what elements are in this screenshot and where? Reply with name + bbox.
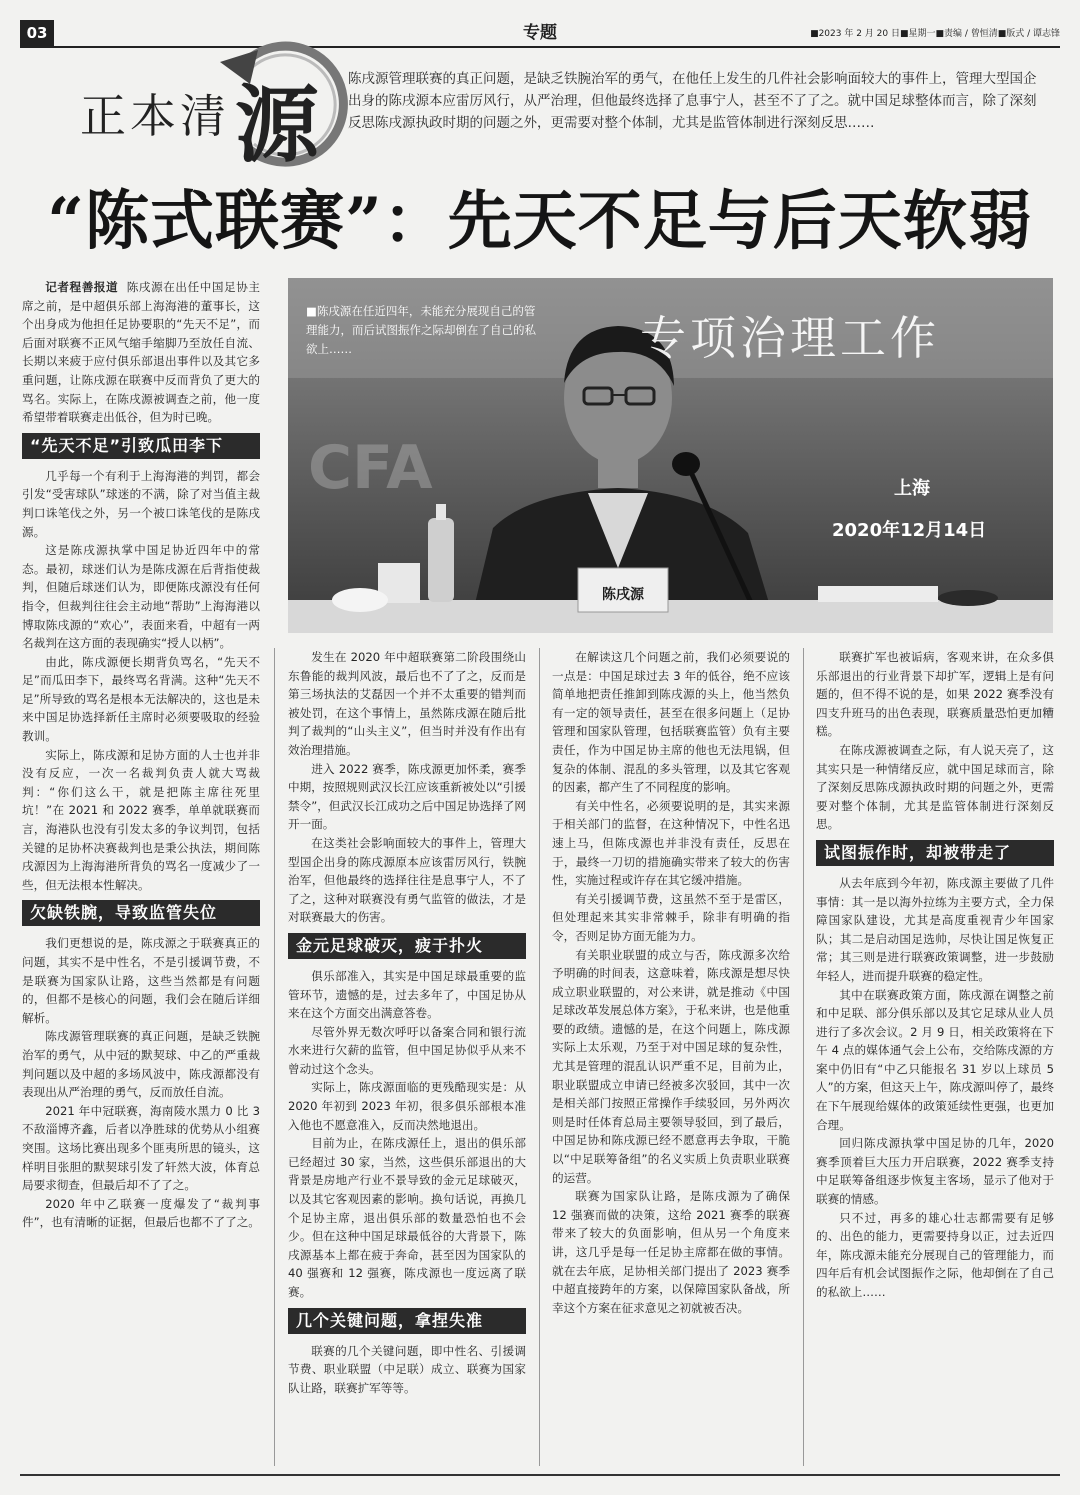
paragraph: 进入 2022 赛季，陈戌源更加怀柔，赛季中期，按照规则武汉长江应该重新被处以“引援禁令”，但武汉长江成功之后中国足协选择了网开一面。 (288, 761, 526, 832)
photo-caption: ■陈戌源在任近四年，未能充分展现自己的管理能力，而后试图振作之际却倒在了自己的私欲上…… (306, 304, 536, 356)
article-column-1 (22, 278, 260, 1466)
paragraph: 在这类社会影响面较大的事件上，管理大型国企出身的陈戌源原本应该雷厉风行，铁腕治军，但他最终的选择往往是息事宁人，不了了之，这种对联赛没有勇气监管的做法，才是对联赛最大的伤害。 (288, 835, 526, 925)
backdrop-banner: 专项治理工作 (640, 311, 940, 365)
paragraph: 陈戌源管理联赛的真正问题，是缺乏铁腕治军的勇气，从中冠的默契球、中乙的严重裁判问题以及中超的多场风波中，陈戌源都没有表现出从严治理的勇气，反而放任自流。 (22, 1029, 260, 1100)
paragraph: 陈戌源在出任中国足协主席之前，是中超俱乐部上海海港的董事长，这个出身成为他担任足协要职的“先天不足”，而后面对联赛不正风气缩手缩脚乃至放任自流、长期以来疲于应付俱乐部退出事件以及其它多重问题，让陈戌源在联赛中反而背负了更大的骂名。实际上，在陈戌源被调查之前，他一度希望带着联赛走出低谷，但为时已晚。 (22, 280, 260, 425)
paragraph: 发生在 2020 年中超联赛第二阶段围绕山东鲁能的裁判风波，最后也不了了之，反而是第三场执法的艾磊因一个并不太重要的错判而被处罚，在这个事情上，虽然陈戌源在随后批判了裁判的“山头主义”，但当时并没有作出有效治理措施。 (288, 650, 526, 757)
subhead: 几个关键问题，拿捏失准 (288, 1308, 526, 1334)
paragraph: 几乎每一个有利于上海海港的判罚，都会引发“受害球队”球迷的不满，除了对当值主裁判口诛笔伐之外，另一个被口诛笔伐的是陈戌源。 (22, 468, 260, 539)
paragraph: 联赛扩军也被诟病，客观来讲，在众多俱乐部退出的行业背景下却扩军，逻辑上是有问题的，但不得不说的是，如果 2022 赛季没有四支升班马的出色表现，联赛质量恐怕更加糟糕。 (816, 650, 1054, 739)
column-divider (274, 648, 275, 1466)
paragraph: 只不过，再多的雄心壮志都需要有足够的、出色的能力，更需要持身以正，过去近四年，陈戌源未能充分展现自己的管理能力，而四年后有机会试图振作之际，他却倒在了自己的私欲上…… (816, 1210, 1054, 1299)
subhead: “先天不足”引致瓜田李下 (22, 433, 260, 459)
paragraph: 有关职业联盟的成立与否，陈戌源多次给予明确的时间表，这意味着，陈戌源是想尽快成立职业联盟的，对公来讲，就是推动《中国足球改革发展总体方案》，于私来讲，也是他重要的政绩。遗憾的是，在这个问题上，陈戌源实际上太乐观，乃至于对中国足球的复杂性，尤其是管理的混乱认识严重不足，目前为止，职业联盟成立申请已经被多次驳回，其中一次是相关部门按照正常操作手续驳回，另外两次则是时任体育总局主要领导驳回，到了最后，中国足协和陈戌源已经不愿意再去争取，干脆以“中足联筹备组”的名义实质上负责职业联赛的运营。 (552, 947, 790, 1185)
nameplate: 陈戌源 (602, 587, 644, 603)
footer-rule (20, 1474, 1060, 1476)
paragraph: 联赛的几个关键问题，即中性名、引援调节费、职业联盟（中足联）成立、联赛为国家队让路，联赛扩军等等。 (288, 1343, 526, 1395)
column-intro: 陈戌源管理联赛的真正问题，是缺乏铁腕治军的勇气，在他任上发生的几件社会影响面较大的事件上，管理大型国企出身的陈戌源本应雷厉风行，从严治理，但他最终选择了息事宁人，甚至不了了之。就中国足球整体而言，除了深刻反思陈戌源执政时期的问题之外，更需要对整个体制，尤其是监管体制进行深刻反思…… (348, 71, 1037, 131)
subhead: 试图振作时，却被带走了 (816, 840, 1054, 866)
paragraph: 在解读这几个问题之前，我们必须要说的一点是：中国足球过去 3 年的低谷，绝不应该简单地把责任推卸到陈戌源的头上，他当然负有一定的领导责任，甚至在很多问题上（足协管理和国家队管理，包括联赛监管）负有主要责任，作为中国足协主席的他也无法甩锅，但复杂的体制、混乱的多头管理，以及其它客观的因素，都产生了不同程度的影响。 (552, 650, 790, 795)
page-number: 03 (20, 20, 54, 46)
backdrop-date: 2020年12月14日 (832, 520, 987, 541)
column-divider (539, 648, 540, 1466)
article-column-2 (288, 648, 526, 1466)
backdrop-location: 上海 (894, 478, 930, 499)
column-divider (803, 648, 804, 1466)
paragraph: 2021 年中冠联赛，海南陵水黑力 0 比 3 不敌淄博齐鑫，后者以净胜球的优势从小组赛突围。这场比赛出现多个匪夷所思的镜头，这样明目张胆的默契球引发了轩然大波，体育总局要求彻查，但最后却不了了之。 (22, 1103, 260, 1193)
paragraph: 从去年底到今年初，陈戌源主要做了几件事情：其一是以海外拉练为主要方式，全力保障国家队建设，尤其是高度重视青少年国家队；其二是启动国足选帅，尽快让国足恢复正常；其三则是进行联赛政策调整，进一步鼓励年轻人，进而提升联赛的稳定性。 (816, 875, 1054, 983)
paragraph: 这是陈戌源执掌中国足协近四年中的常态。最初，球迷们认为是陈戌源在后背指使裁判，但随后球迷们认为，即便陈戌源没有任何指令，但裁判往往会主动地“帮助”上海海港以博取陈戌源的“欢心”，表面来看，中超有一两名裁判在这方面的表现确实“授人以柄”。 (22, 543, 260, 651)
paragraph: 俱乐部准入，其实是中国足球最重要的监管环节，遗憾的是，过去多年了，中国足协从来在这个方面交出满意答卷。 (288, 968, 526, 1021)
section-title: 专题 (523, 23, 557, 43)
paragraph: 有关引援调节费，这虽然不至于是雷区，但处理起来其实非常棘手，除非有明确的指令，否则足协方面无能为力。 (552, 891, 790, 943)
paragraph: 实际上，陈戌源和足协方面的人士也并非没有反应，一次一名裁判负责人就大骂裁判：“你们这么干，就是把陈主席往死里坑！”在 2021 和 2022 赛季，单单就联赛而言，海港队也没有引发太多的争议判罚，包括关键的足协杯决赛裁判也是秉公执法，期间陈戌源因为上海海港所背负的骂名一度减少了一些，但无法根本性解决。 (22, 747, 260, 892)
paragraph: 其中在联赛政策方面，陈戌源在调整之前和中足联、部分俱乐部以及其它足球从业人员进行了多次会议。2 月 9 日，相关政策将在下午 4 点的媒体通气会上公布，交给陈戌源的方案中仍旧有“中乙只能报名 31 岁以上球员 5 人”的方案，但这天上午，陈戌源叫停了，最终在下午展现给媒体的政策延续性更强，也更加合理。 (816, 987, 1054, 1132)
news-photo (288, 278, 1053, 633)
subhead: 欠缺铁腕，导致监管失位 (22, 900, 260, 926)
article-column-3 (552, 648, 790, 1466)
paragraph: 2020 年中乙联赛一度爆发了“裁判事件”，也有清晰的证据，但最后也都不了了之。 (22, 1196, 260, 1230)
paragraph: 实际上，陈戌源面临的更残酷现实是：从 2020 年初到 2023 年初，很多俱乐部根本准入他也不愿意准入，反而决然地退出。 (288, 1080, 526, 1132)
column-name: 正本清 (80, 89, 230, 143)
article-column-4 (816, 648, 1054, 1466)
headline: “陈式联赛”：先天不足与后天软弱 (47, 184, 1033, 259)
subhead: 金元足球破灭，疲于扑火 (288, 933, 526, 959)
column-name-emphasis: 源 (235, 76, 320, 174)
paragraph: 有关中性名，必须要说明的是，其实来源于相关部门的监督，在这种情况下，中性名迅速上马，但陈戌源也并非没有责任，反思在于，最终一刀切的措施确实带来了较大的伤害性，实施过程或许存在其它缓冲措施。 (552, 798, 790, 888)
paragraph: 目前为止，在陈戌源任上，退出的俱乐部已经超过 30 家，当然，这些俱乐部退出的大背景是房地产行业不景导致的金元足球破灭，以及其它客观因素的影响。换句话说，再换几个足协主席，退出俱乐部的数量恐怕也不会少。但在这种中国足球最低谷的大背景下，陈戌源基本上都在疲于奔命，甚至因为国家队的 40 强赛和 12 强赛，陈戌源也一度远离了联赛。 (288, 1136, 526, 1299)
paragraph: 由此，陈戌源便长期背负骂名，“先天不足”而瓜田李下，最终骂名背满。这种“先天不足”所导致的骂名是根本无法解决的，这也是未来中国足协选择新任主席时必须要吸取的经验教训。 (22, 654, 260, 744)
paragraph: 联赛为国家队让路，是陈戌源为了确保 12 强赛而做的决策，这给 2021 赛季的联赛带来了较大的负面影响，但从另一个角度来讲，这几乎是每一任足协主席都在做的事情。就在去年底，足协相关部门提出了 2023 赛季中超直接跨年的方案，以保障国家队备战，所幸这个方案在征求意见之初就被否决。 (552, 1189, 790, 1315)
paragraph: 我们更想说的是，陈戌源之于联赛真正的问题，其实不是中性名，不是引援调节费，不是联赛为国家队让路，这些当然都是有问题的，但都不是核心的问题，我们会在随后详细解析。 (22, 936, 260, 1025)
svg-text:CFA: CFA (308, 433, 433, 503)
paragraph: 在陈戌源被调查之际，有人说天亮了，这其实只是一种情绪反应，就中国足球而言，除了深刻反思陈戌源执政时期的问题之外，更需要对整个体制，尤其是监管体制进行深刻反思。 (816, 742, 1054, 832)
byline: 记者程善报道 (45, 280, 119, 294)
dateline: ■2023 年 2 月 20 日■星期一■责编 / 曾恒清■版式 / 谭志锋 (810, 29, 1060, 39)
paragraph: 尽管外界无数次呼吁以备案合同和银行流水来进行欠薪的监管，但中国足协似乎从来不曾动过这个念头。 (288, 1024, 526, 1076)
paragraph: 回归陈戌源执掌中国足协的几年，2020 赛季顶着巨大压力开启联赛，2022 赛季支持中足联筹备组逐步恢复主客场，显示了他对于联赛的情感。 (816, 1136, 1054, 1207)
column-brand (70, 40, 340, 174)
